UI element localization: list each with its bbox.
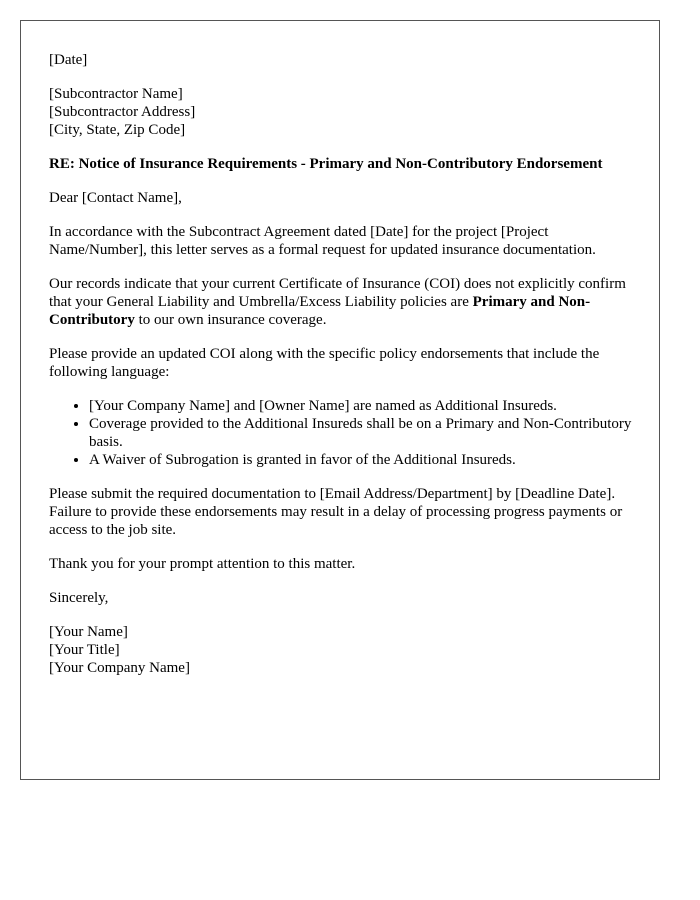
- records-paragraph: [49, 275, 639, 329]
- recipient-city-state-zip: [City, State, Zip Code]: [49, 122, 186, 138]
- signature-name: [Your Name]: [49, 624, 128, 640]
- deadline-paragraph: Please submit the required documentation to [Email Address/Department] by [Deadline Date]. Failure to provide these endorsements may result in a delay of processing progress payments or access to the job site.: [49, 486, 623, 538]
- subject-line: RE: Notice of Insurance Requirements - Primary and Non-Contributory Endorsement: [49, 156, 603, 172]
- records-paragraph-after: to our own insurance coverage.: [134, 312, 327, 328]
- recipient-block: [49, 85, 639, 139]
- requirements-list: [49, 397, 639, 469]
- closing: Sincerely,: [49, 590, 109, 606]
- list-item: • Coverage provided to the Additional Insureds shall be on a Primary and Non-Contributory basis.: [89, 415, 639, 451]
- letter-page: [20, 20, 660, 780]
- recipient-address: [Subcontractor Address]: [49, 104, 196, 120]
- signature-company: [Your Company Name]: [49, 660, 190, 676]
- signature-title: [Your Title]: [49, 642, 120, 658]
- signature-block: [49, 623, 639, 677]
- recipient-name: [Subcontractor Name]: [49, 86, 183, 102]
- letter-date: [Date]: [49, 52, 88, 68]
- list-item: • [Your Company Name] and [Owner Name] are named as Additional Insureds.: [89, 397, 639, 415]
- salutation: Dear [Contact Name],: [49, 190, 182, 206]
- thanks-paragraph: Thank you for your prompt attention to this matter.: [49, 556, 356, 572]
- intro-paragraph: In accordance with the Subcontract Agreement dated [Date] for the project [Project Name/Number], this letter serves as a formal request for updated insurance documentation.: [49, 224, 596, 258]
- records-paragraph-emphasis: Primary and Non-Contributory: [49, 294, 591, 328]
- letter-body: [49, 51, 639, 693]
- records-paragraph-before: Our records indicate that your current Certificate of Insurance (COI) does not explicitly confirm that your General Liability and Umbrella/Excess Liability policies are: [49, 276, 626, 310]
- request-paragraph: Please provide an updated COI along with the specific policy endorsements that include the following language:: [49, 346, 600, 380]
- list-item: • A Waiver of Subrogation is granted in favor of the Additional Insureds.: [89, 451, 639, 469]
